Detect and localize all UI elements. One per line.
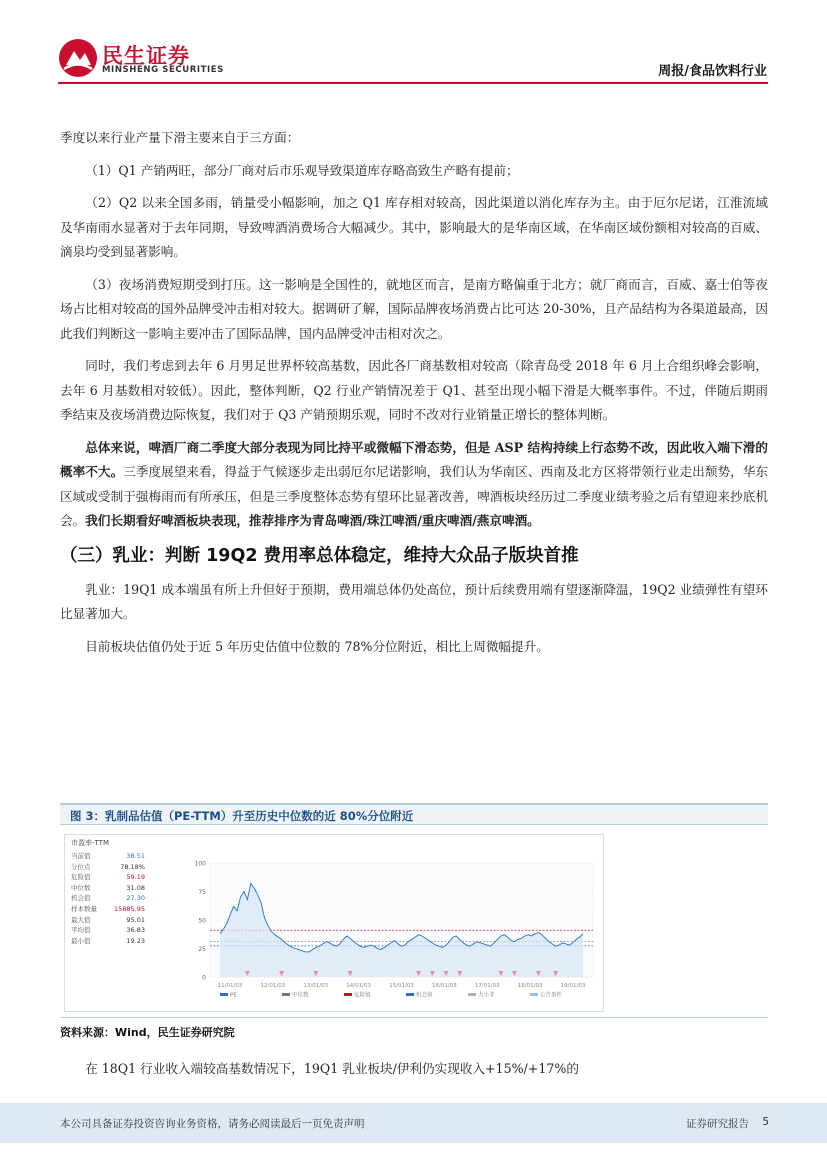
x-tick-label: 15/01/03 [389,983,414,989]
logo-text-en: MINSHENG SECURITIES [102,65,224,75]
y-tick-label: 100 [194,860,206,868]
paragraph: 同时，我们考虑到去年 6 月男足世界杯较高基数，因此各厂商基数相对较高（除青岛受 2018 年 6 月上合组织峰会影响，去年 6 月基数相对较低）。因此，整体判断，Q2 行业产销情况差于 Q1、甚至出现小幅下滑是大概率事件。不过，伴随后期雨季结束及夜场消费边际恢复，我们对于 Q3 产销预期乐观，同时不改对行业销量正增长的整体判断。 [60,358,768,422]
stat-value: 31.08 [126,883,145,892]
stat-value: 59.19 [126,873,145,882]
stat-label: 中位数 [71,883,91,892]
stat-label: 样本数量 [71,904,97,913]
x-tick-label: 19/01/03 [560,983,586,989]
chart-stats-panel [69,851,149,946]
y-tick-label: 75 [198,889,206,896]
recommendation-text: 我们长期看好啤酒板块表现，推荐排序为青岛啤酒/珠江啤酒/重庆啤酒/燕京啤酒。 [85,513,540,528]
stat-value: 19.23 [126,936,145,945]
page-footer [0,1103,827,1143]
summary-bold-text: 总体来说，啤酒厂商二季度大部分表现为同比持平或微幅下滑态势，但是 ASP 结构持续上行态势不改，因此收入端下滑的概率不大。 [60,439,768,479]
footer-disclaimer: 本公司具备证券投资咨询业务资格，请务必阅读最后一页免责声明 [60,1118,365,1130]
stat-row [69,936,149,947]
trailing-paragraph-block [60,1057,768,1090]
stat-label: 机会值 [71,894,91,903]
paragraph: 乳业：19Q1 成本端虽有所上升但好于预期，费用端总体仍处高位，预计后续费用端有望逐渐降温，19Q2 业绩弹性有望环比显著加大。 [60,581,768,621]
legend-swatch [406,993,414,996]
legend-swatch [344,993,352,996]
report-type: 周报/食品饮料行业 [658,64,767,79]
legend-swatch [220,993,228,996]
stat-value: 95.01 [126,915,145,924]
x-tick-label: 17/01/03 [474,983,500,989]
section-heading: （三）乳业：判断 19Q2 费用率总体稳定，维持大众品子版块首推 [60,545,579,566]
pe-ttm-chart [64,834,604,1012]
body-content [60,126,768,667]
figure-source: 资料来源：Wind，民生证券研究院 [60,1026,235,1039]
stat-row [69,904,149,915]
figure-caption: 图 3：乳制品估值（PE-TTM）升至历史中位数的近 80%分位附近 [60,803,768,825]
stat-value: 36.83 [126,926,145,935]
stat-label: 最小值 [71,936,91,945]
stat-value: 38.51 [126,852,145,860]
legend-label: 危险值 [354,992,371,999]
paragraph: （1）Q1 产销两旺，部分厂商对后市乐观导致渠道库存略高致生产略有提前； [85,162,519,178]
paragraph: 季度以来行业产量下滑主要来自于三方面： [60,130,300,145]
stat-row [69,851,149,862]
y-tick-label: 50 [198,917,206,925]
stat-row [69,925,149,936]
x-tick-label: 12/01/03 [260,983,286,989]
paragraph: （2）Q2 以来全国多雨，销量受小幅影响，加之 Q1 库存相对较高，因此渠道以消化库存为主。由于厄尔尼诺，江淮流域及华南雨水显著对于去年同期，导致啤酒消费场合大幅减少。其中，影响最大的是华南区域，在华南区域份额相对较高的百威、滴泉均受到显著影响。 [60,195,768,259]
y-tick-label: 0 [202,974,206,982]
legend-label: PE [230,992,237,999]
logo-text-cn: 民生证券 [102,44,190,68]
chart-title: 市盈率-TTM [71,839,109,847]
y-tick-label: 25 [198,946,206,953]
stat-label: 分位点 [71,862,91,871]
header-divider [58,82,768,84]
figure-divider [60,1017,768,1018]
x-tick-label: 14/01/03 [346,983,371,989]
legend-label: 中位数 [292,992,309,999]
footer-report-label: 证券研究报告 [686,1118,749,1130]
paragraph: （3）夜场消费短期受到打压。这一影响是全国性的，就地区而言，是南方略偏重于北方；就厂商而言，百威、嘉士伯等夜场占比相对较高的国外品牌受冲击相对较大。据调研了解，国际品牌夜场消费占比可达 20-30%，且产品结构为各渠道最高，因此我们判断这一影响主要冲击了国际品牌，国内品牌受冲击相对次之。 [60,276,768,341]
minsheng-logo-icon [58,38,98,78]
legend-swatch [468,993,476,996]
summary-text: 三季度展望来看，得益于气候逐步走出弱厄尔尼诺影响，我们认为华南区、西南及北方区将带领行业走出颓势，华东区域或受制于强梅雨而有所承压，但是三季度整体态势有望环比显著改善，啤酒板块经历过二季度业绩考验之后有望迎来抄底机会。 [60,464,769,528]
stat-row [69,862,149,873]
stat-label: 最大值 [71,915,91,924]
page-number: 5 [762,1116,769,1128]
stat-value: 78.18% [120,862,145,871]
x-tick-label: 18/01/03 [517,983,543,989]
page-header [0,0,827,86]
paragraph: 目前板块估值仍处于近 5 年历史估值中位数的 78%分位附近，相比上周微幅提升。 [85,638,549,654]
legend-swatch [282,993,290,996]
legend-label: 机会值 [416,992,433,999]
stat-row [69,893,149,904]
stat-row [69,915,149,926]
stat-label: 当前值 [71,852,91,860]
stat-label: 平均值 [71,926,91,935]
stat-label: 危险值 [71,873,91,882]
stat-row [69,872,149,883]
stat-value: 15885.95 [113,904,145,913]
legend-swatch [530,993,538,996]
stat-row [69,883,149,894]
legend-label: 公告事件 [540,992,563,999]
summary-paragraph [60,436,768,534]
x-tick-label: 11/01/03 [217,983,243,989]
paragraph: 在 18Q1 行业收入端较高基数情况下，19Q1 乳业板块/伊利仍实现收入+15%/+17%的 [85,1061,579,1076]
company-logo [58,38,248,80]
x-tick-label: 16/01/03 [432,983,457,989]
legend-label: 大小非 [478,992,495,999]
x-tick-label: 13/01/03 [303,983,329,989]
stat-value: 27.30 [126,894,145,903]
